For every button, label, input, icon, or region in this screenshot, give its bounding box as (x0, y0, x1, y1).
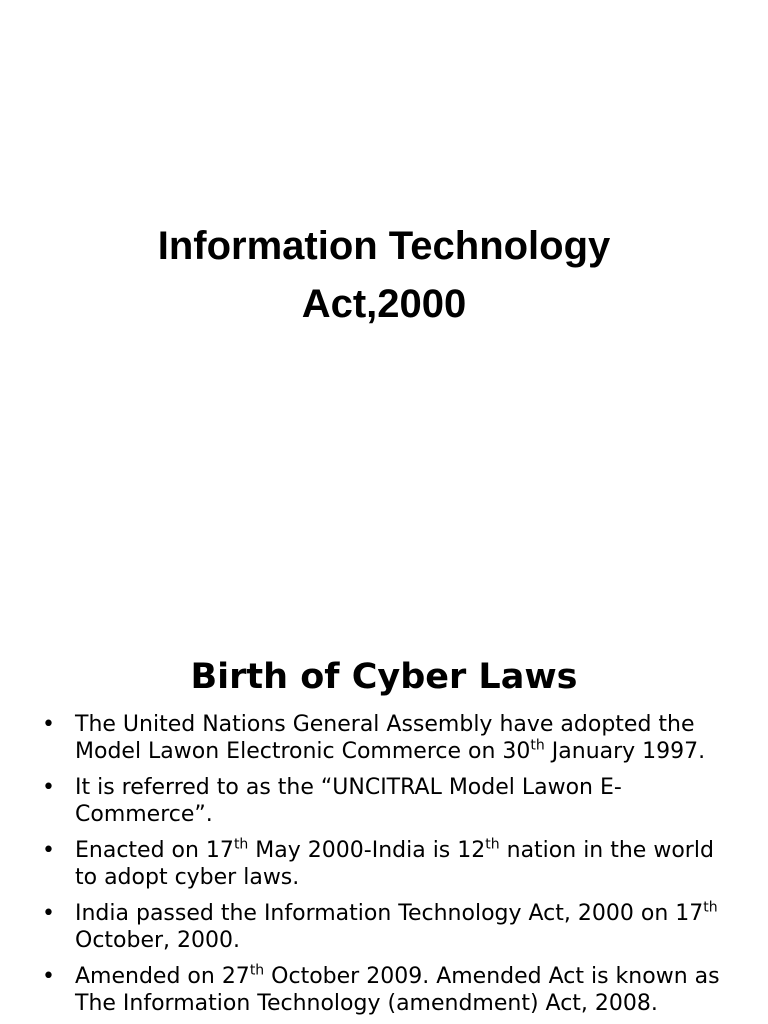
bullet-text: The United Nations General Assembly have adopted the Model Lawon Electronic Commerce on 30 (75, 712, 695, 764)
bullet-item (42, 837, 732, 891)
bullet-dot: • (42, 901, 55, 926)
bullet-text: India passed the Information Technology Act, 2000 on 17 (75, 901, 704, 926)
title-line-2: Act,2000 (301, 281, 467, 326)
bullet-text: Enacted on 17 (75, 838, 234, 863)
ordinal-suffix: th (530, 737, 545, 754)
bullet-text: nation in the world to adopt cyber laws. (75, 838, 714, 890)
bullet-dot: • (42, 838, 55, 863)
bullet-text: It is referred to as the “UNCITRAL Model Lawon E-Commerce”. (75, 775, 622, 827)
bullet-text: Amended on 27 (75, 964, 250, 989)
bullet-text: October 2009. Amended Act is known as The Information Technology (amendment) Act, 2008. (75, 964, 720, 1016)
ordinal-suffix: th (249, 962, 265, 979)
bullet-item (42, 774, 732, 828)
title-line-1: Information Technology (157, 223, 611, 268)
bullet-dot: • (42, 712, 55, 737)
bullet-item (42, 711, 732, 765)
slide-birth-of-cyber-laws (0, 576, 768, 1024)
slide-title-heading (0, 217, 768, 333)
ordinal-suffix: th (703, 899, 718, 916)
bullet-text: October, 2000. (75, 928, 241, 953)
slide-heading: Birth of Cyber Laws (190, 657, 578, 698)
bullet-list (42, 711, 732, 1024)
bullet-text: May 2000-India is 12 (248, 838, 486, 863)
bullet-item (42, 963, 732, 1017)
ordinal-suffix: th (233, 836, 249, 853)
bullet-text: January 1997. (544, 739, 706, 764)
bullet-item (42, 900, 732, 954)
bullet-dot: • (42, 775, 55, 800)
bullet-dot: • (42, 964, 55, 989)
ordinal-suffix: th (485, 836, 500, 853)
